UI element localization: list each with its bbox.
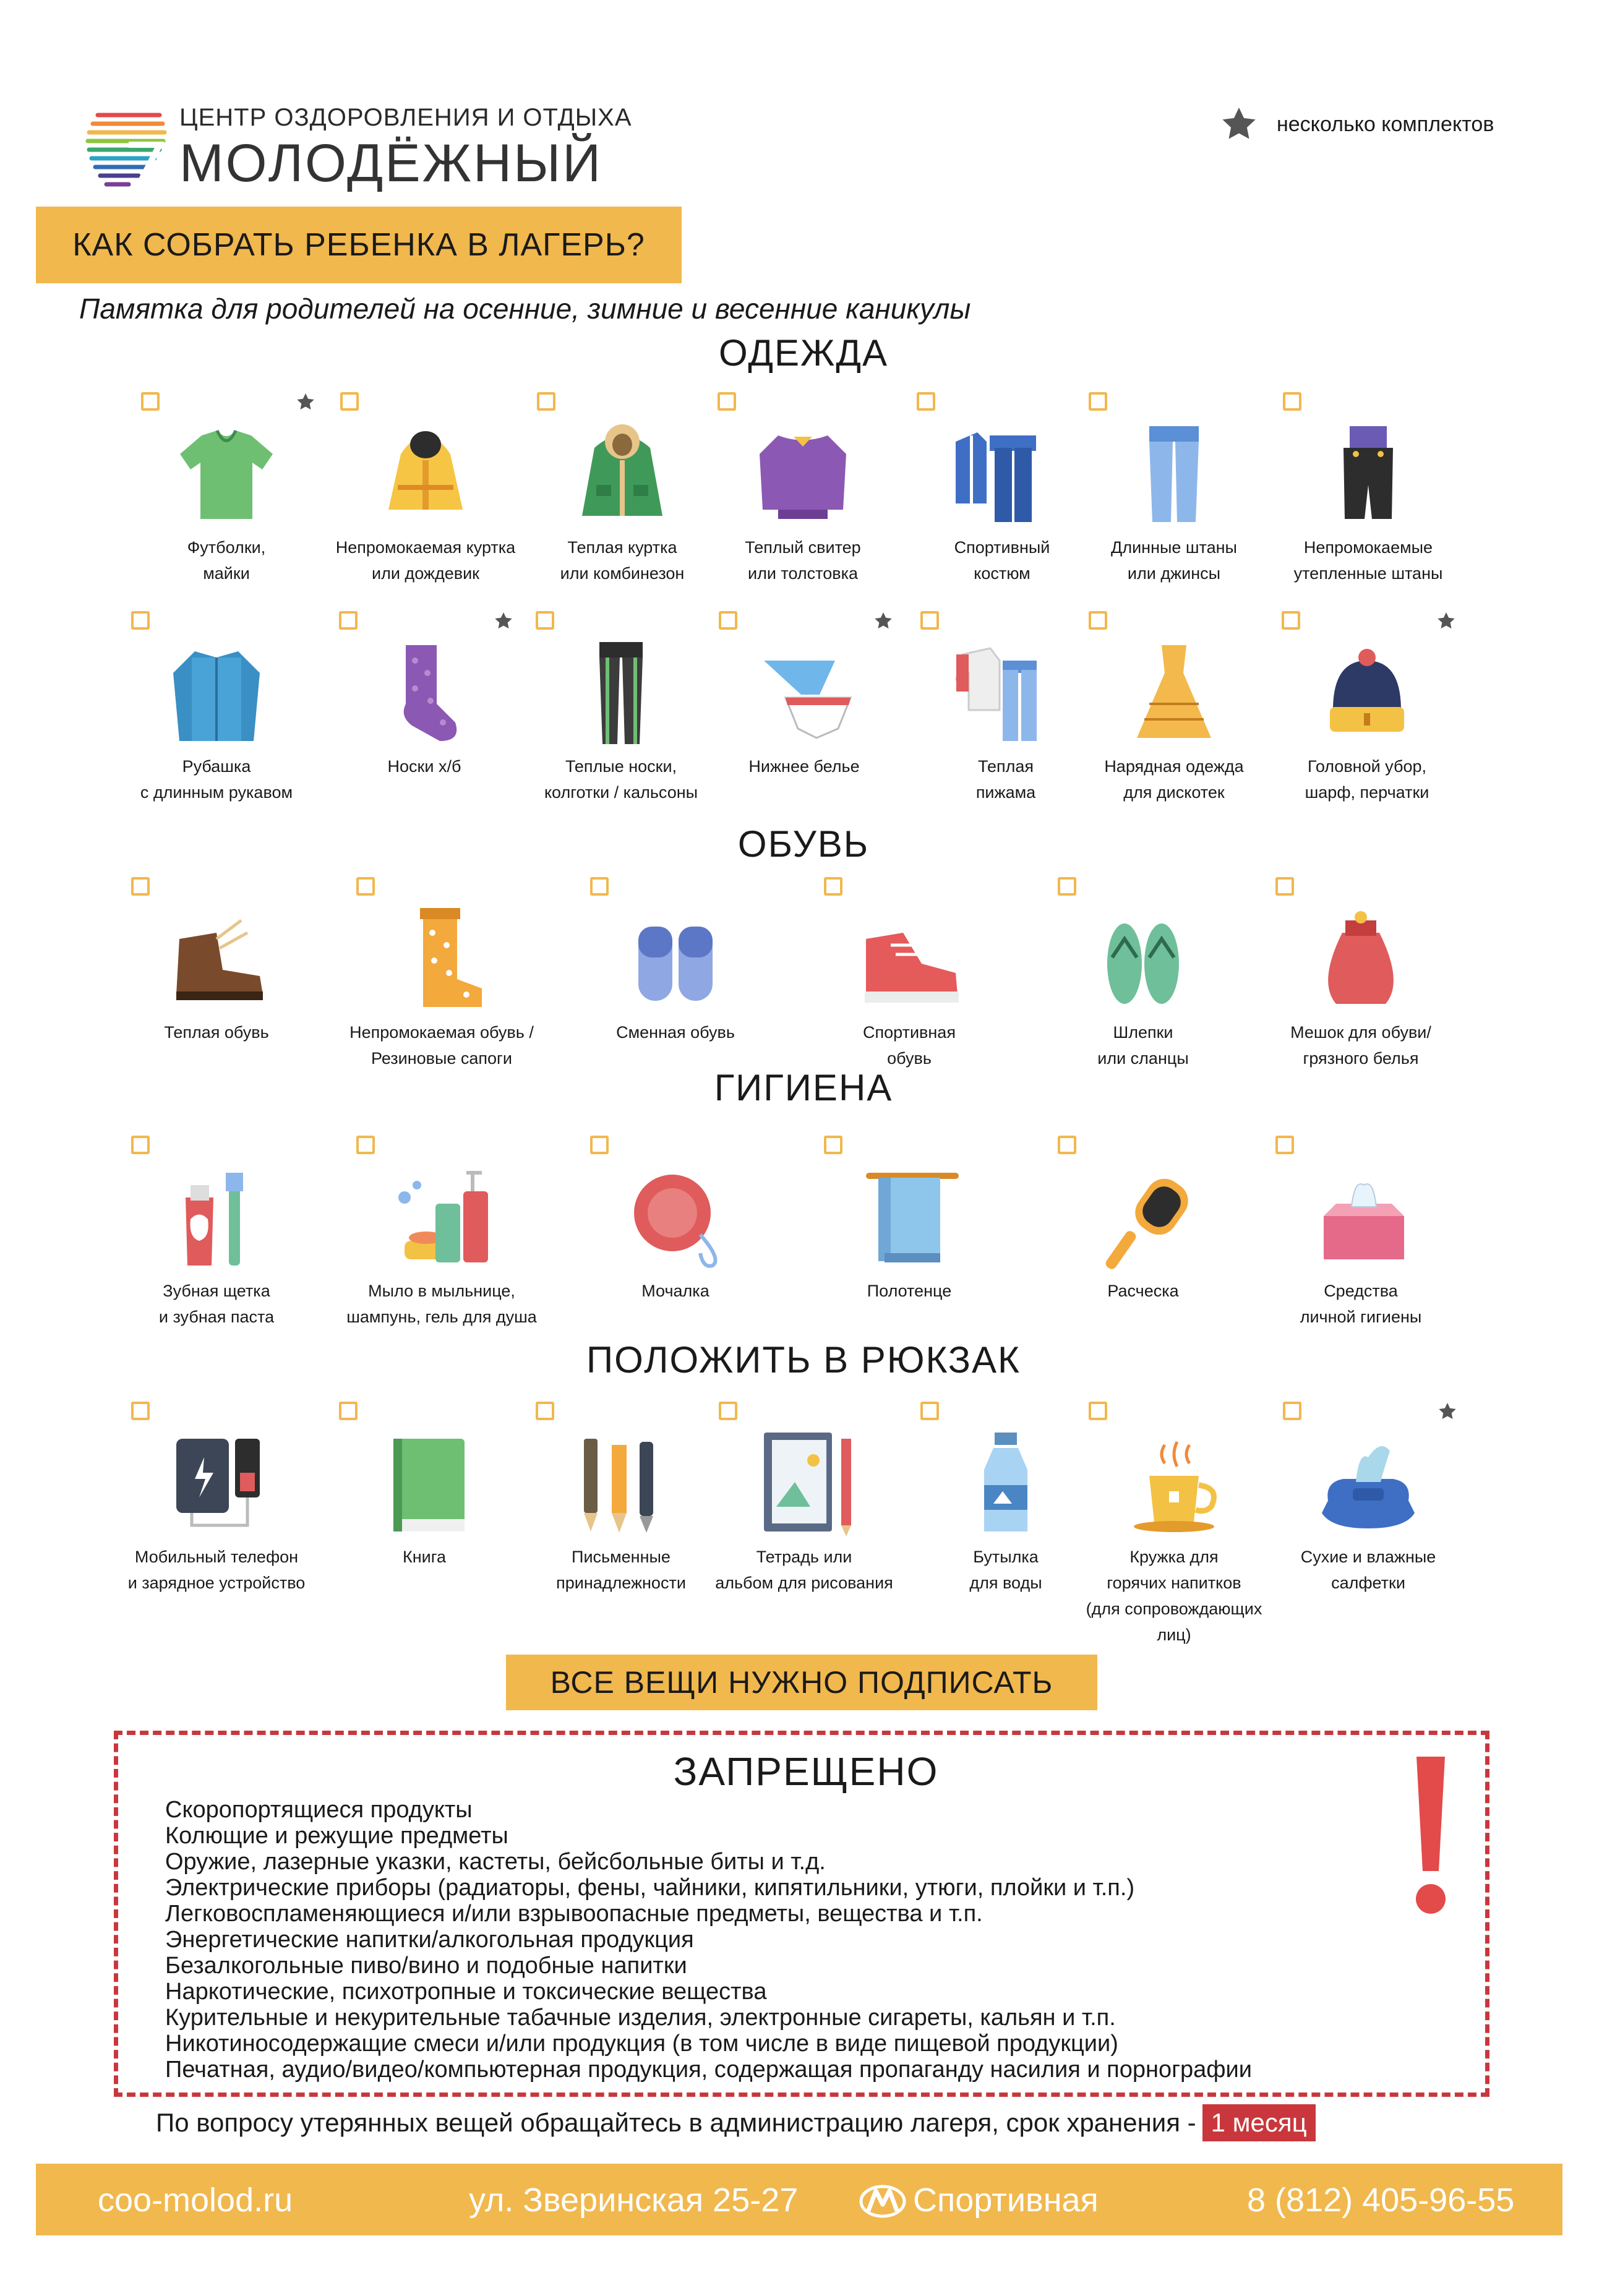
toothbrush-icon	[155, 1160, 278, 1272]
item-checkbox[interactable]	[1089, 392, 1107, 411]
checklist-item	[124, 877, 309, 1081]
item-checkbox[interactable]	[1283, 1402, 1301, 1420]
bag-icon	[1299, 902, 1423, 1013]
checklist-item	[332, 1402, 517, 1606]
item-checkbox[interactable]	[1089, 1402, 1107, 1420]
item-label: Книга	[403, 1548, 446, 1566]
checklist-item	[1268, 877, 1454, 1081]
checklist-item	[711, 611, 897, 815]
logo-title: МОЛОДЁЖНЫЙ	[179, 134, 603, 193]
item-checkbox[interactable]	[131, 611, 150, 630]
item-checkbox[interactable]	[537, 392, 555, 411]
forbidden-item: Наркотические, психотропные и токсические вещества	[165, 1979, 767, 2005]
footer	[36, 2164, 1562, 2235]
pajamas-icon	[944, 636, 1068, 747]
raincoat-icon	[364, 417, 487, 528]
item-checkbox[interactable]	[141, 392, 160, 411]
item-label: Расческа	[1107, 1282, 1179, 1300]
item-checkbox[interactable]	[590, 1136, 609, 1154]
checklist-item	[333, 392, 518, 596]
slippers-icon	[614, 902, 737, 1013]
item-checkbox[interactable]	[356, 1136, 375, 1154]
item-label: Непромокаемая обувь / Резиновые сапоги	[349, 1023, 534, 1068]
checklist-item	[134, 392, 319, 596]
tshirt-icon	[165, 417, 288, 528]
checklist-item	[528, 611, 714, 815]
checklist-item	[1275, 1402, 1461, 1606]
item-label: Теплая пижама	[975, 757, 1036, 802]
item-checkbox[interactable]	[1058, 1136, 1076, 1154]
page-subtitle: Памятка для родителей на осенние, зимние и весенние каникулы	[79, 293, 971, 325]
forbidden-item: Безалкогольные пиво/вино и подобные напитки	[165, 1953, 687, 1979]
item-label: Непромокаемые утепленные штаны	[1293, 538, 1443, 583]
item-label: Кружка для горячих напитков (для сопровождающих лиц)	[1086, 1548, 1262, 1644]
sign-notice-text: ВСЕ ВЕЩИ НУЖНО ПОДПИСАТЬ	[550, 1665, 1053, 1700]
item-checkbox[interactable]	[1089, 611, 1107, 630]
boot-icon	[155, 902, 278, 1013]
underwear-icon	[742, 636, 866, 747]
item-checkbox[interactable]	[1058, 877, 1076, 896]
section-title-clothing: ОДЕЖДА	[718, 332, 889, 374]
item-label: Бутылка для воды	[969, 1548, 1042, 1592]
footer-address: ул. Зверинская 25-27	[469, 2182, 799, 2219]
item-label: Мобильный телефон и зарядное устройство	[127, 1548, 306, 1592]
item-label: Мешок для обуви/ грязного белья	[1290, 1023, 1431, 1068]
item-checkbox[interactable]	[1275, 877, 1294, 896]
rubber-boot-icon	[380, 902, 504, 1013]
checklist-item	[1081, 611, 1267, 815]
checklist-item	[349, 877, 534, 1081]
item-checkbox[interactable]	[340, 392, 359, 411]
item-label: Полотенце	[867, 1282, 952, 1300]
tissue-box-icon	[1299, 1160, 1423, 1272]
item-label: Спортивный костюм	[954, 538, 1050, 583]
forbidden-item: Никотиносодержащие смеси и/или продукция (в том числе в виде пищевой продукции)	[165, 2031, 1118, 2057]
logo-subtitle: ЦЕНТР ОЗДОРОВЛЕНИЯ И ОТДЫХА	[179, 104, 632, 131]
item-label: Мочалка	[641, 1282, 709, 1300]
checklist-item	[346, 1136, 537, 1340]
item-label: Длинные штаны или джинсы	[1111, 538, 1237, 583]
checklist-item	[710, 392, 896, 596]
checklist-item	[1275, 392, 1461, 596]
tracksuit-icon	[940, 417, 1064, 528]
item-label: Носки х/б	[387, 757, 461, 776]
item-checkbox[interactable]	[1283, 392, 1301, 411]
item-label: Теплая обувь	[164, 1023, 269, 1042]
footer-metro: Спортивная	[913, 2182, 1099, 2219]
item-label: Зубная щетка и зубная паста	[158, 1282, 275, 1326]
item-checkbox[interactable]	[356, 877, 375, 896]
item-label: Теплая куртка или комбинезон	[560, 538, 685, 583]
item-checkbox[interactable]	[920, 1402, 939, 1420]
star-icon	[1220, 105, 1258, 144]
checklist-item	[583, 1136, 768, 1340]
item-label: Рубашка с длинным рукавом	[140, 757, 293, 802]
checklist-item	[124, 1402, 309, 1606]
item-label: Непромокаемая куртка или дождевик	[335, 538, 516, 583]
footer-website[interactable]: coo-molod.ru	[98, 2182, 293, 2219]
item-checkbox[interactable]	[339, 611, 358, 630]
item-label: Мыло в мыльнице, шампунь, гель для душа	[346, 1282, 537, 1326]
hairbrush-icon	[1081, 1160, 1205, 1272]
dress-icon	[1112, 636, 1236, 747]
star-icon	[296, 392, 315, 412]
item-label: Головной убор, шарф, перчатки	[1305, 757, 1429, 802]
item-label: Тетрадь или альбом для рисования	[715, 1548, 893, 1592]
legend	[1220, 105, 1494, 144]
checklist-item	[124, 611, 309, 815]
pens-icon	[559, 1426, 683, 1538]
item-checkbox[interactable]	[1282, 611, 1300, 630]
item-label: Шлепки или сланцы	[1097, 1023, 1189, 1068]
item-label: Нарядная одежда для дискотек	[1104, 757, 1244, 802]
forbidden-item: Легковоспламеняющиеся и/или взрывоопасные предметы, вещества и т.п.	[165, 1901, 983, 1927]
item-checkbox[interactable]	[719, 611, 737, 630]
forbidden-title: ЗАПРЕЩЕНО	[673, 1749, 939, 1794]
overalls-icon	[1306, 417, 1430, 528]
item-checkbox[interactable]	[536, 1402, 554, 1420]
section-title-hygiene: ГИГИЕНА	[714, 1067, 893, 1108]
page-title	[36, 207, 682, 283]
item-checkbox[interactable]	[718, 392, 736, 411]
checklist-item	[1274, 611, 1460, 815]
leggings-icon	[559, 636, 683, 747]
item-label: Сухие и влажные салфетки	[1300, 1548, 1436, 1592]
checklist-item	[1050, 1136, 1236, 1340]
checklist-item	[711, 1402, 897, 1606]
item-checkbox[interactable]	[917, 392, 935, 411]
forbidden-box	[114, 1731, 1489, 2097]
shirt-icon	[155, 636, 278, 747]
parka-icon	[560, 417, 684, 528]
soap-icon	[380, 1160, 504, 1272]
bottle-icon	[944, 1426, 1068, 1538]
star-icon	[1438, 1402, 1457, 1421]
item-checkbox[interactable]	[590, 877, 609, 896]
checklist-item	[583, 877, 768, 1081]
item-checkbox[interactable]	[131, 1136, 150, 1154]
item-label: Теплые носки, колготки / кальсоны	[544, 757, 698, 802]
forbidden-item: Энергетические напитки/алкогольная продукция	[165, 1927, 694, 1953]
sketchbook-icon	[742, 1426, 866, 1538]
forbidden-list	[165, 1797, 1252, 2083]
wipes-icon	[1306, 1426, 1430, 1538]
item-checkbox[interactable]	[824, 877, 842, 896]
forbidden-item: Колющие и режущие предметы	[165, 1823, 508, 1849]
towel-icon	[847, 1160, 971, 1272]
lost-items-note	[156, 2104, 1316, 2141]
forbidden-item: Печатная, аудио/видео/компьютерная продукция, содержащая пропаганду насилия и порнографии	[165, 2057, 1252, 2083]
forbidden-item: Скоропортящиеся продукты	[165, 1797, 473, 1823]
item-label: Теплый свитер или толстовка	[745, 538, 861, 583]
phone-charger-icon	[155, 1426, 278, 1538]
item-checkbox[interactable]	[131, 1402, 150, 1420]
item-label: Нижнее белье	[748, 757, 860, 776]
item-label: Спортивная обувь	[863, 1023, 956, 1068]
item-label: Сменная обувь	[616, 1023, 735, 1042]
sneaker-icon	[847, 902, 971, 1013]
item-label: Футболки, майки	[187, 538, 266, 583]
checklist-item	[1050, 877, 1236, 1081]
checklist-item	[528, 1402, 714, 1606]
forbidden-item: Оружие, лазерные указки, кастеты, бейсбольные биты и т.д.	[165, 1849, 826, 1875]
item-checkbox[interactable]	[536, 611, 554, 630]
storage-period: 1 месяц	[1202, 2104, 1316, 2141]
item-checkbox[interactable]	[339, 1402, 358, 1420]
lost-items-text: По вопросу утерянных вещей обращайтесь в администрацию лагеря, срок хранения -	[156, 2108, 1196, 2137]
forbidden-item: Электрические приборы (радиаторы, фены, чайники, кипятильники, утюги, плойки и т.п.)	[165, 1875, 1135, 1901]
sweater-icon	[741, 417, 865, 528]
star-icon	[873, 611, 893, 631]
checklist-item	[1081, 392, 1267, 596]
mug-icon	[1112, 1426, 1236, 1538]
book-icon	[362, 1426, 486, 1538]
sock-icon	[362, 636, 486, 747]
checklist-item	[816, 1136, 1002, 1340]
star-icon	[1436, 611, 1456, 631]
item-label: Средства личной гигиены	[1300, 1282, 1422, 1326]
exclamation-icon	[1409, 1757, 1452, 1917]
section-title-shoes: ОБУВЬ	[737, 823, 870, 865]
metro-icon	[859, 2185, 907, 2218]
item-label: Письменные принадлежности	[556, 1548, 686, 1592]
legend-text: несколько комплектов	[1277, 112, 1494, 136]
checklist-item	[1268, 1136, 1454, 1340]
section-title-backpack: ПОЛОЖИТЬ В РЮКЗАК	[586, 1339, 1021, 1381]
checklist-item	[816, 877, 1002, 1081]
logo-icon	[85, 109, 169, 192]
item-checkbox[interactable]	[719, 1402, 737, 1420]
sponge-icon	[614, 1160, 737, 1272]
checklist-item	[332, 611, 517, 815]
checklist-item	[124, 1136, 309, 1340]
sign-notice	[506, 1655, 1097, 1710]
item-checkbox[interactable]	[824, 1136, 842, 1154]
checklist-item	[1081, 1402, 1267, 1644]
item-checkbox[interactable]	[131, 877, 150, 896]
item-checkbox[interactable]	[1275, 1136, 1294, 1154]
footer-phone[interactable]: 8 (812) 405-96-55	[1247, 2182, 1515, 2219]
forbidden-item: Курительные и некурительные табачные изделия, электронные сигареты, кальян и т.п.	[165, 2005, 1116, 2031]
hat-icon	[1305, 636, 1429, 747]
star-icon	[494, 611, 513, 631]
page-title-text: КАК СОБРАТЬ РЕБЕНКА В ЛАГЕРЬ?	[72, 227, 645, 263]
flip-flops-icon	[1081, 902, 1205, 1013]
item-checkbox[interactable]	[920, 611, 939, 630]
jeans-icon	[1112, 417, 1236, 528]
